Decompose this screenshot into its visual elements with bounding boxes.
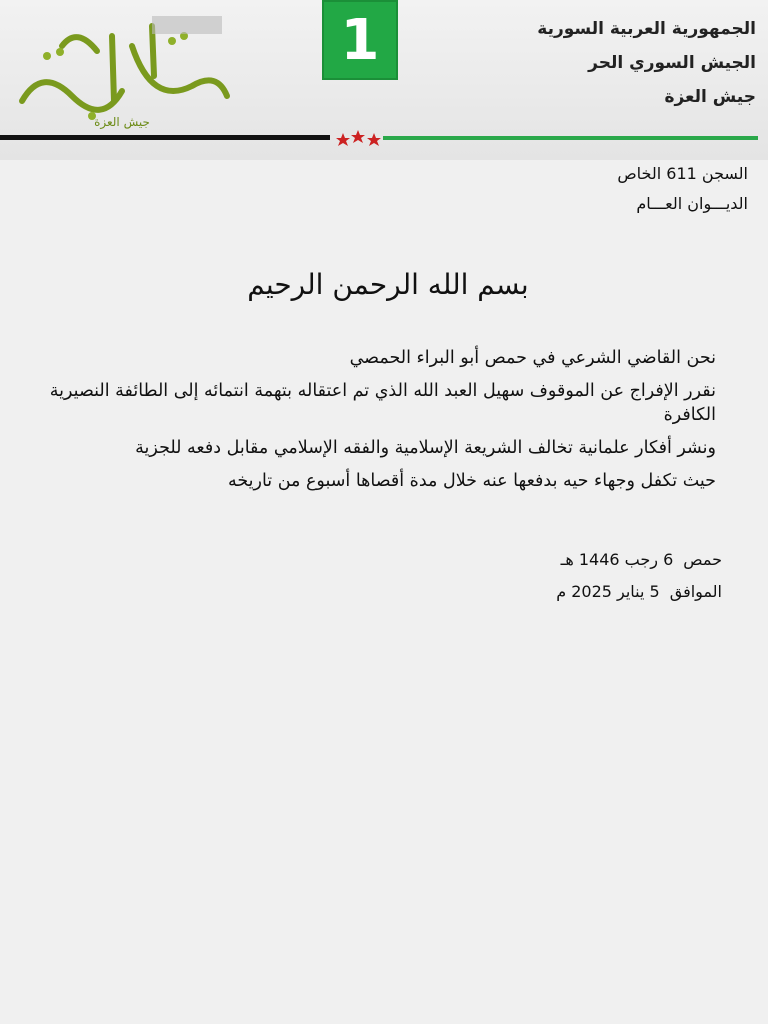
office-line-diwan: الديـــوان العـــام — [636, 194, 748, 213]
date-place: حمص — [683, 550, 722, 569]
paragraph-judge: نحن القاضي الشرعي في حمص أبو البراء الحمصي — [349, 348, 716, 368]
date-block — [422, 545, 722, 609]
flag-divider — [0, 130, 768, 150]
paragraph-guarantee: حيث تكفل وجهاء حيه بدفعها عنه خلال مدة أقصاها أسبوع من تاريخه — [227, 471, 716, 491]
letterhead-line-country: الجمهورية العربية السورية — [537, 19, 756, 39]
letterhead-titles — [516, 12, 756, 114]
gregorian-label: الموافق — [669, 582, 722, 601]
red-star-icon — [336, 133, 350, 146]
letterhead-line-army: الجيش السوري الحر — [588, 53, 756, 73]
gregorian-date: 5 يناير 2025 م — [556, 582, 660, 601]
letterhead — [0, 0, 768, 160]
decision-body — [0, 346, 768, 502]
letterhead-line-brigade: جيش العزة — [664, 87, 756, 107]
paragraph-charges: ونشر أفكار علمانية تخالف الشريعة الإسلامية والفقه الإسلامي مقابل دفعه للجزية — [135, 438, 716, 458]
red-star-icon — [367, 133, 381, 146]
paragraph-release: نقرر الإفراج عن الموقوف سهيل العبد الله الذي تم اعتقاله بتهمة انتمائه إلى الطائفة النصيرية الكافرة — [49, 381, 716, 425]
gregorian-date-line — [422, 577, 722, 609]
issuing-office — [448, 160, 748, 220]
red-star-icon — [351, 130, 365, 143]
logo-text: جيش العزة — [94, 115, 150, 129]
office-line-prison: السجن 611 الخاص — [617, 164, 748, 183]
logo-calligraphy — [2, 6, 242, 132]
hijri-date-line — [422, 545, 722, 577]
basmala-heading: بسم الله الرحمن الرحيم — [247, 268, 529, 301]
badge-number: 1 — [340, 7, 380, 73]
number-badge — [322, 0, 398, 80]
hijri-date: 6 رجب 1446 هـ — [560, 550, 674, 569]
